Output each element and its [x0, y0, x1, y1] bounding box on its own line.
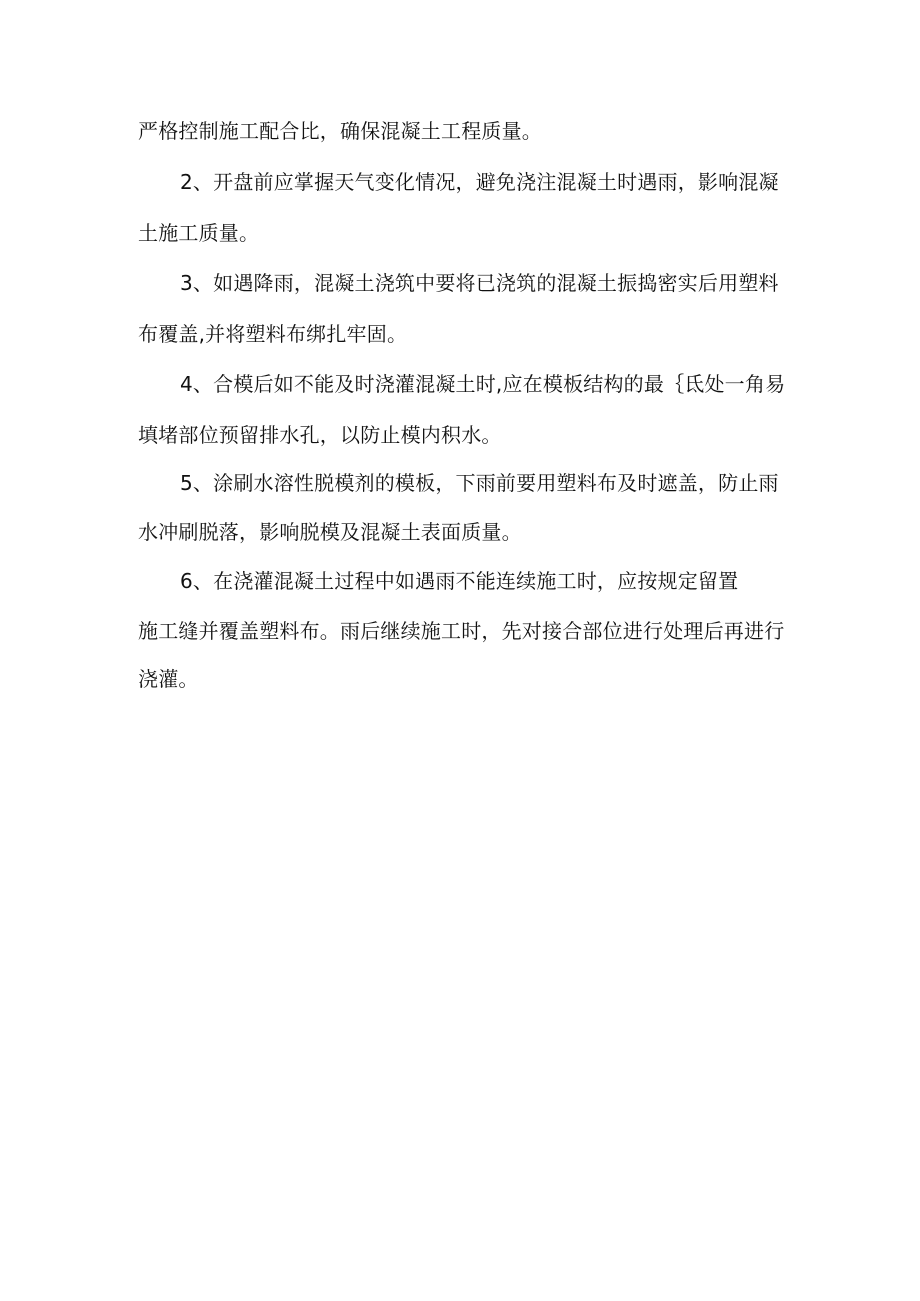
item-6-line-1: 6、在浇灌混凝土过程中如遇雨不能连续施工时，应按规定留置	[180, 569, 739, 593]
item-2-line-2: 土施工质量。	[138, 221, 260, 245]
item-3-line-1: 3、如遇降雨，混凝土浇筑中要将已浇筑的混凝土振捣密实后用塑料	[180, 271, 779, 295]
item-5-line-1: 5、涂刷水溶性脱模剂的模板，下雨前要用塑料布及时遮盖，防止雨	[180, 471, 779, 495]
item-6-line-2: 施工缝并覆盖塑料布。雨后继续施工时，先对接合部位进行处理后再进行	[138, 619, 785, 643]
item-4-line-1: 4、合模后如不能及时浇灌混凝土时,应在模板结构的最｛氐处一角易	[180, 372, 786, 396]
item-2-line-1: 2、开盘前应掌握天气变化情况，避免浇注混凝土时遇雨，影响混凝	[180, 170, 779, 194]
item-6-line-3: 浇灌。	[138, 667, 199, 691]
text-line-1: 严格控制施工配合比，确保混凝土工程质量。	[138, 119, 542, 143]
item-5-line-2: 水冲刷脱落，影响脱模及混凝土表面质量。	[138, 520, 522, 544]
item-4-line-2: 填堵部位预留排水孔，以防止模内积水。	[138, 423, 502, 447]
item-3-line-2: 布覆盖,并将塑料布绑扎牢固。	[138, 322, 408, 346]
